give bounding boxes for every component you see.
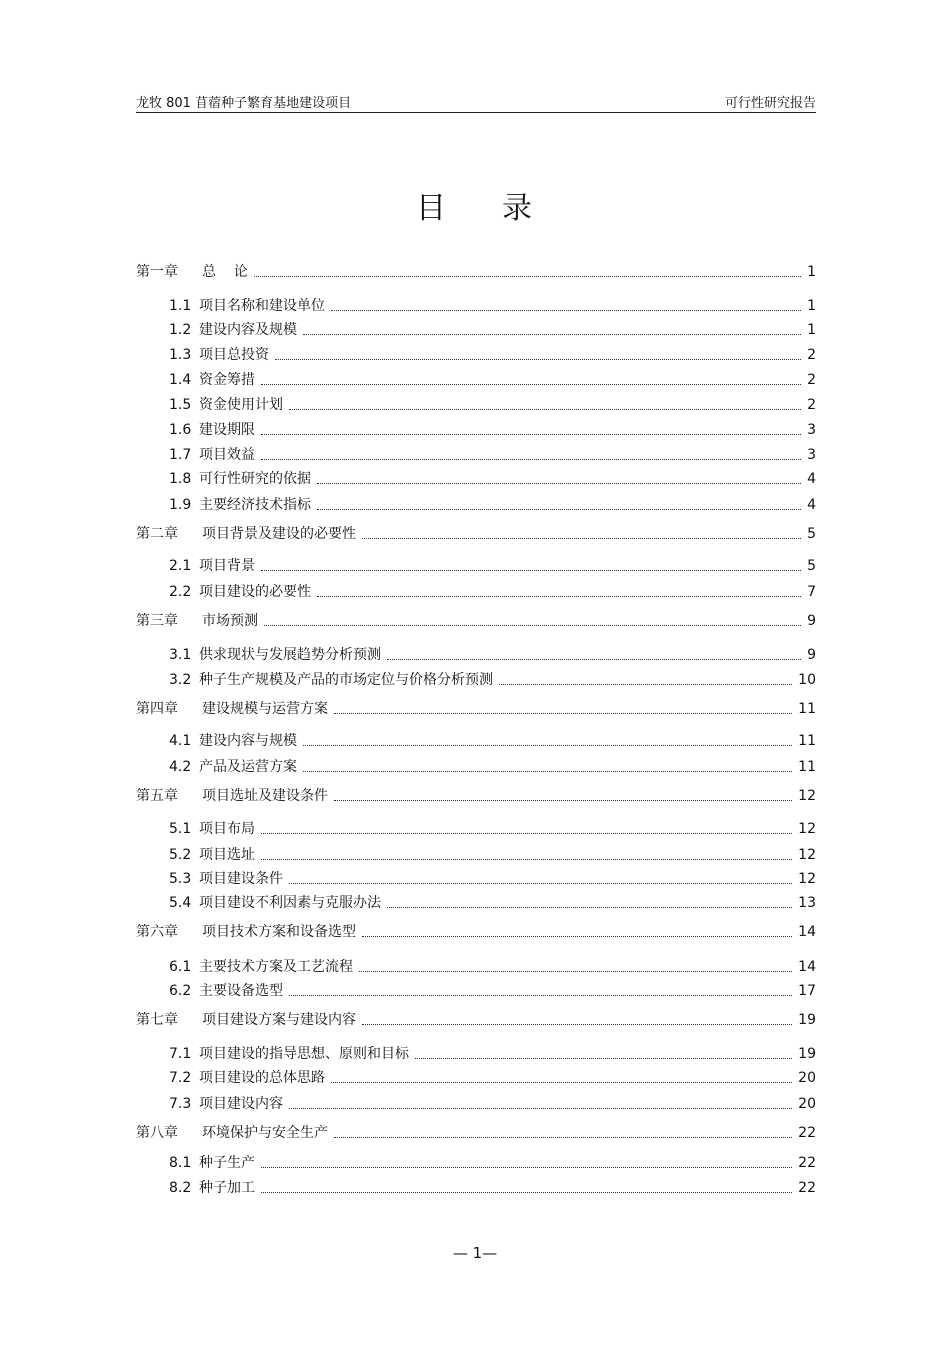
toc-section-entry[interactable] [169,1153,816,1173]
toc-entry-label [136,611,258,631]
toc-entry-title: 项目建设的必要性 [199,584,311,600]
toc-section-entry[interactable] [169,981,816,1001]
toc-entry-page: 11 [798,759,816,775]
toc-entry-number: 第八章 [136,1125,178,1141]
toc-entry-label [169,420,255,440]
toc-entry-title: 资金使用计划 [199,397,283,413]
toc-entry-label [169,1094,283,1114]
toc-dot-leader [275,359,801,360]
toc-entry-label [136,524,356,544]
toc-dot-leader [289,409,801,410]
toc-entry-page: 22 [798,1155,816,1171]
toc-entry-number: 4.1 [169,733,192,749]
toc-section-entry[interactable] [169,845,816,865]
toc-section-entry[interactable] [169,670,816,690]
toc-entry-page: 1 [807,264,816,280]
toc-dot-leader [317,483,801,484]
toc-section-entry[interactable] [169,645,816,665]
toc-entry-page: 11 [798,701,816,717]
toc-entry-page: 4 [807,471,816,487]
toc-dot-leader [261,833,792,834]
toc-entry-label [169,345,269,365]
toc-entry-title: 项目建设内容 [199,1096,283,1112]
toc-section-entry[interactable] [169,757,816,777]
toc-entry-number: 2.1 [169,558,192,574]
toc-dot-leader [261,384,801,385]
toc-entry-number: 3.1 [169,647,192,663]
toc-section-entry[interactable] [169,445,816,465]
toc-entry-title: 环境保护与安全生产 [202,1125,328,1141]
toc-entry-label [169,893,381,913]
toc-entry-page: 22 [798,1180,816,1196]
toc-entry-title: 项目总投资 [199,347,269,363]
toc-section-entry[interactable] [169,296,816,316]
toc-entry-page: 4 [807,497,816,513]
toc-entry-number: 第一章 [136,264,178,280]
toc-entry-number: 5.4 [169,895,192,911]
toc-chapter-entry[interactable] [136,1010,816,1030]
toc-entry-label [169,469,311,489]
toc-entry-page: 12 [798,871,816,887]
toc-entry-page: 2 [807,372,816,388]
toc-entry-number: 1.2 [169,322,192,338]
toc-entry-page: 12 [798,788,816,804]
toc-entry-number: 8.1 [169,1155,192,1171]
toc-dot-leader [334,800,792,801]
toc-entry-number: 1.1 [169,298,192,314]
toc-entry-label [169,869,283,889]
toc-chapter-entry[interactable] [136,262,816,282]
toc-entry-number: 7.2 [169,1070,192,1086]
page-number: — 1— [452,1244,498,1262]
toc-entry-title: 项目选址及建设条件 [202,788,328,804]
toc-entry-title: 供求现状与发展趋势分析预测 [199,647,381,663]
toc-section-entry[interactable] [169,1068,816,1088]
toc-entry-label [169,757,297,777]
toc-entry-label [169,1068,325,1088]
toc-entry-label [169,556,255,576]
toc-dot-leader [261,1192,792,1193]
toc-entry-page: 14 [798,959,816,975]
toc-entry-page: 1 [807,298,816,314]
toc-dot-leader [359,971,792,972]
toc-section-entry[interactable] [169,345,816,365]
toc-entry-label [169,445,255,465]
toc-dot-leader [331,1082,792,1083]
toc-entry-label [169,957,353,977]
toc-entry-page: 9 [807,613,816,629]
toc-section-entry[interactable] [169,556,816,576]
toc-entry-label [169,296,325,316]
toc-entry-number: 5.2 [169,847,192,863]
toc-dot-leader [317,509,801,510]
toc-entry-title: 项目建设方案与建设内容 [202,1012,356,1028]
toc-section-entry[interactable] [169,869,816,889]
toc-entry-page: 14 [798,924,816,940]
toc-section-entry[interactable] [169,957,816,977]
toc-entry-page: 5 [807,526,816,542]
toc-entry-page: 12 [798,821,816,837]
toc-entry-title: 种子生产 [199,1155,255,1171]
toc-dot-leader [334,713,792,714]
toc-dot-leader [387,907,792,908]
toc-chapter-entry[interactable] [136,1123,816,1143]
toc-entry-page: 12 [798,847,816,863]
toc-entry-number: 1.5 [169,397,192,413]
toc-entry-number: 2.2 [169,584,192,600]
toc-dot-leader [362,936,792,937]
toc-entry-number: 1.6 [169,422,192,438]
toc-entry-title: 主要经济技术指标 [199,497,311,513]
toc-entry-title: 建设规模与运营方案 [202,701,328,717]
toc-entry-number: 8.2 [169,1180,192,1196]
toc-chapter-entry[interactable] [136,922,816,942]
toc-entry-page: 3 [807,422,816,438]
toc-section-entry[interactable] [169,1094,816,1114]
toc-entry-page: 9 [807,647,816,663]
toc-section-entry[interactable] [169,1178,816,1198]
toc-entry-page: 22 [798,1125,816,1141]
toc-dot-leader [362,1024,792,1025]
toc-entry-number: 第七章 [136,1012,178,1028]
toc-entry-title: 建设内容与规模 [199,733,297,749]
toc-entry-number: 第二章 [136,526,178,542]
toc-section-entry[interactable] [169,370,816,390]
toc-entry-title: 项目建设的指导思想、原则和目标 [199,1046,409,1062]
toc-entry-page: 5 [807,558,816,574]
toc-entry-label [136,262,248,282]
toc-entry-page: 11 [798,733,816,749]
toc-dot-leader [387,659,801,660]
toc-entry-number: 1.8 [169,471,192,487]
toc-entry-page: 1 [807,322,816,338]
toc-section-entry[interactable] [169,731,816,751]
toc-entry-label [169,645,381,665]
header-project-title: 龙牧 801 苜蓿种子繁育基地建设项目 [136,96,352,111]
toc-entry-label [169,320,297,340]
toc-section-entry[interactable] [169,420,816,440]
toc-entry-page: 2 [807,397,816,413]
toc-dot-leader [303,334,801,335]
toc-dot-leader [261,859,792,860]
toc-section-entry[interactable] [169,1044,816,1064]
toc-entry-number: 1.9 [169,497,192,513]
toc-section-entry[interactable] [169,469,816,489]
toc-entry-title: 可行性研究的依据 [199,471,311,487]
header-report-type: 可行性研究报告 [724,96,816,111]
toc-entry-label [169,395,283,415]
toc-entry-label [169,582,311,602]
toc-dot-leader [303,771,792,772]
toc-entry-label [136,922,356,942]
toc-dot-leader [289,1108,792,1109]
toc-entry-title: 项目背景及建设的必要性 [202,526,356,542]
toc-dot-leader [261,570,801,571]
toc-entry-title: 项目建设条件 [199,871,283,887]
toc-dot-leader [261,1167,792,1168]
toc-entry-label [169,981,283,1001]
toc-entry-title: 资金筹措 [199,372,255,388]
toc-entry-title: 项目建设不利因素与克服办法 [199,895,381,911]
toc-entry-label [136,1123,328,1143]
toc-entry-title: 主要设备选型 [199,983,283,999]
toc-entry-number: 第三章 [136,613,178,629]
toc-entry-title: 种子生产规模及产品的市场定位与价格分析预测 [199,672,493,688]
toc-entry-number: 1.7 [169,447,192,463]
toc-entry-title: 市场预测 [202,613,258,629]
toc-entry-number: 7.3 [169,1096,192,1112]
toc-dot-leader [331,310,801,311]
toc-dot-leader [362,538,801,539]
toc-entry-label [169,1153,255,1173]
toc-dot-leader [289,883,792,884]
toc-entry-label [169,845,255,865]
toc-entry-title: 项目名称和建设单位 [199,298,325,314]
toc-dot-leader [261,459,801,460]
toc-entry-number: 第六章 [136,924,178,940]
toc-entry-label [169,670,493,690]
table-of-contents [136,0,816,1346]
toc-entry-title: 项目效益 [199,447,255,463]
toc-dot-leader [317,596,801,597]
toc-entry-page: 19 [798,1046,816,1062]
toc-chapter-entry[interactable] [136,524,816,544]
toc-entry-page: 20 [798,1070,816,1086]
toc-entry-number: 4.2 [169,759,192,775]
toc-entry-page: 10 [798,672,816,688]
toc-entry-title: 项目布局 [199,821,255,837]
toc-entry-page: 19 [798,1012,816,1028]
toc-section-entry[interactable] [169,320,816,340]
toc-entry-title: 主要技术方案及工艺流程 [199,959,353,975]
toc-title-char-2: 录 [502,191,534,226]
toc-section-entry[interactable] [169,495,816,515]
toc-entry-label [136,786,328,806]
toc-dot-leader [289,995,792,996]
toc-entry-title: 项目技术方案和设备选型 [202,924,356,940]
toc-entry-label [169,819,255,839]
toc-entry-label [169,495,311,515]
toc-entry-number: 6.2 [169,983,192,999]
toc-entry-number: 5.3 [169,871,192,887]
toc-entry-number: 第四章 [136,701,178,717]
toc-entry-title: 项目背景 [199,558,255,574]
toc-entry-page: 2 [807,347,816,363]
toc-entry-page: 7 [807,584,816,600]
toc-chapter-entry[interactable] [136,611,816,631]
toc-dot-leader [334,1137,792,1138]
toc-entry-title: 建设期限 [199,422,255,438]
toc-dot-leader [499,684,792,685]
toc-chapter-entry[interactable] [136,699,816,719]
toc-dot-leader [261,434,801,435]
toc-dot-leader [264,625,801,626]
toc-section-entry[interactable] [169,582,816,602]
toc-entry-title: 项目选址 [199,847,255,863]
toc-title-char-1: 目 [416,191,448,226]
toc-entry-page: 17 [798,983,816,999]
toc-entry-label [169,370,255,390]
toc-entry-label [169,1044,409,1064]
toc-entry-title: 建设内容及规模 [199,322,297,338]
toc-dot-leader [303,745,792,746]
toc-dot-leader [254,276,801,277]
toc-entry-label [136,1010,356,1030]
toc-entry-number: 1.3 [169,347,192,363]
toc-entry-title: 项目建设的总体思路 [199,1070,325,1086]
toc-entry-label [136,699,328,719]
toc-entry-title: 产品及运营方案 [199,759,297,775]
toc-entry-number: 3.2 [169,672,192,688]
toc-entry-number: 5.1 [169,821,192,837]
toc-section-entry[interactable] [169,893,816,913]
toc-chapter-entry[interactable] [136,786,816,806]
toc-entry-page: 3 [807,447,816,463]
toc-dot-leader [415,1058,792,1059]
toc-entry-number: 6.1 [169,959,192,975]
toc-entry-page: 20 [798,1096,816,1112]
toc-entry-number: 7.1 [169,1046,192,1062]
toc-entry-title: 总 论 [202,264,248,280]
toc-entry-title: 种子加工 [199,1180,255,1196]
toc-entry-label [169,1178,255,1198]
toc-entry-label [169,731,297,751]
toc-entry-number: 1.4 [169,372,192,388]
toc-entry-page: 13 [798,895,816,911]
toc-entry-number: 第五章 [136,788,178,804]
toc-section-entry[interactable] [169,395,816,415]
toc-section-entry[interactable] [169,819,816,839]
